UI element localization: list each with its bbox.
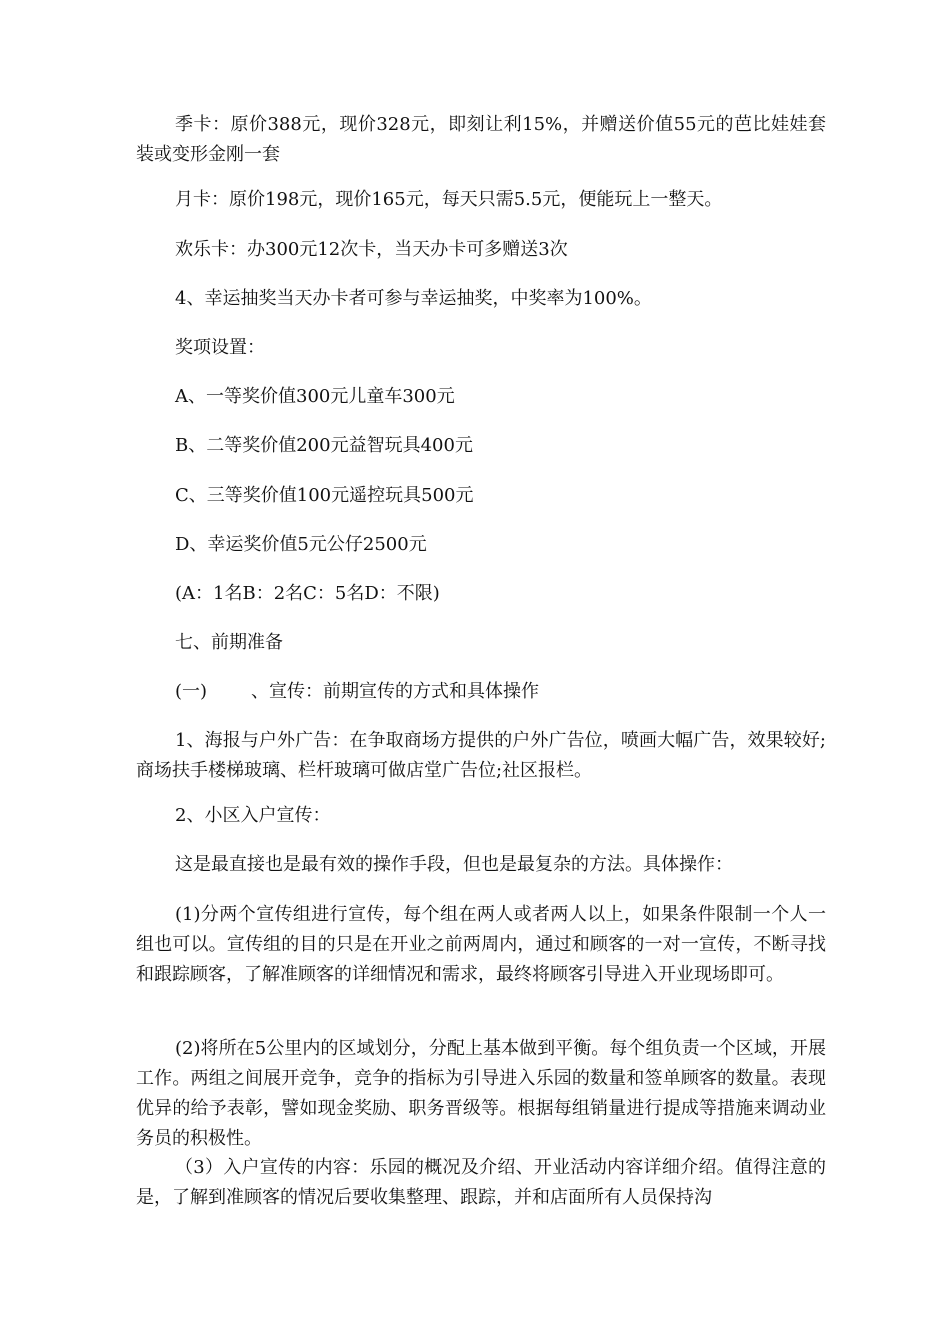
paragraph-prize-d: D、幸运奖价值5元公仔2500元 bbox=[175, 534, 427, 555]
paragraph-lucky-draw: 4、幸运抽奖当天办卡者可参与幸运抽奖，中奖率为100%。 bbox=[175, 288, 652, 309]
paragraph-method-intro: 这是最直接也是最有效的操作手段，但也是最复杂的方法。具体操作： bbox=[175, 854, 733, 875]
paragraph-month-card: 月卡：原价198元，现价165元，每天只需5.5元，便能玩上一整天。 bbox=[175, 189, 723, 210]
subsection-title: 、宣传：前期宣传的方式和具体操作 bbox=[251, 681, 540, 702]
paragraph-prize-c: C、三等奖价值100元遥控玩具500元 bbox=[175, 485, 474, 506]
section-heading-preparation: 七、前期准备 bbox=[175, 632, 283, 653]
paragraph-prize-b: B、二等奖价值200元益智玩具400元 bbox=[175, 435, 473, 456]
paragraph-item-3: （3）入户宣传的内容：乐园的概况及介绍、开业活动内容详细介绍。值得注意的是，了解到准顾客的情况后要收集整理、跟踪，并和店面所有人员保持沟 bbox=[136, 1157, 826, 1208]
paragraph-item-1: (1)分两个宣传组进行宣传，每个组在两人或者两人以上，如果条件限制一个人一组也可以。宣传组的目的只是在开业之前两周内，通过和顾客的一对一宣传，不断寻找和跟踪顾客，了解准顾客的详细情况和需求，最终将顾客引导进入开业现场即可。 bbox=[136, 904, 826, 985]
subsection-heading-publicity bbox=[136, 677, 826, 707]
paragraph-prize-a: A、一等奖价值300元儿童车300元 bbox=[175, 386, 455, 407]
paragraph-item-2: (2)将所在5公里内的区域划分，分配上基本做到平衡。每个组负责一个区域，开展工作。两组之间展开竞争，竞争的指标为引导进入乐园的数量和签单顾客的数量。表现优异的给予表彰，譬如现金奖励、职务晋级等。根据每组销量进行提成等措施来调动业务员的积极性。 bbox=[136, 1038, 826, 1149]
paragraph-season-card: 季卡：原价388元，现价328元，即刻让利15%，并赠送价值55元的芭比娃娃套装或变形金刚一套 bbox=[136, 114, 826, 165]
paragraph-happy-card: 欢乐卡：办300元12次卡，当天办卡可多赠送3次 bbox=[175, 239, 568, 260]
paragraph-prize-setup: 奖项设置： bbox=[175, 337, 265, 358]
paragraph-door-to-door: 2、小区入户宣传： bbox=[175, 805, 331, 826]
paragraph-prize-quota: (A：1名B：2名C：5名D：不限) bbox=[175, 583, 440, 604]
paragraph-posters-ads: 1、海报与户外广告：在争取商场方提供的户外广告位，喷画大幅广告，效果较好;商场扶手楼梯玻璃、栏杆玻璃可做店堂广告位;社区报栏。 bbox=[136, 730, 826, 781]
subsection-number: (一) bbox=[175, 681, 208, 702]
